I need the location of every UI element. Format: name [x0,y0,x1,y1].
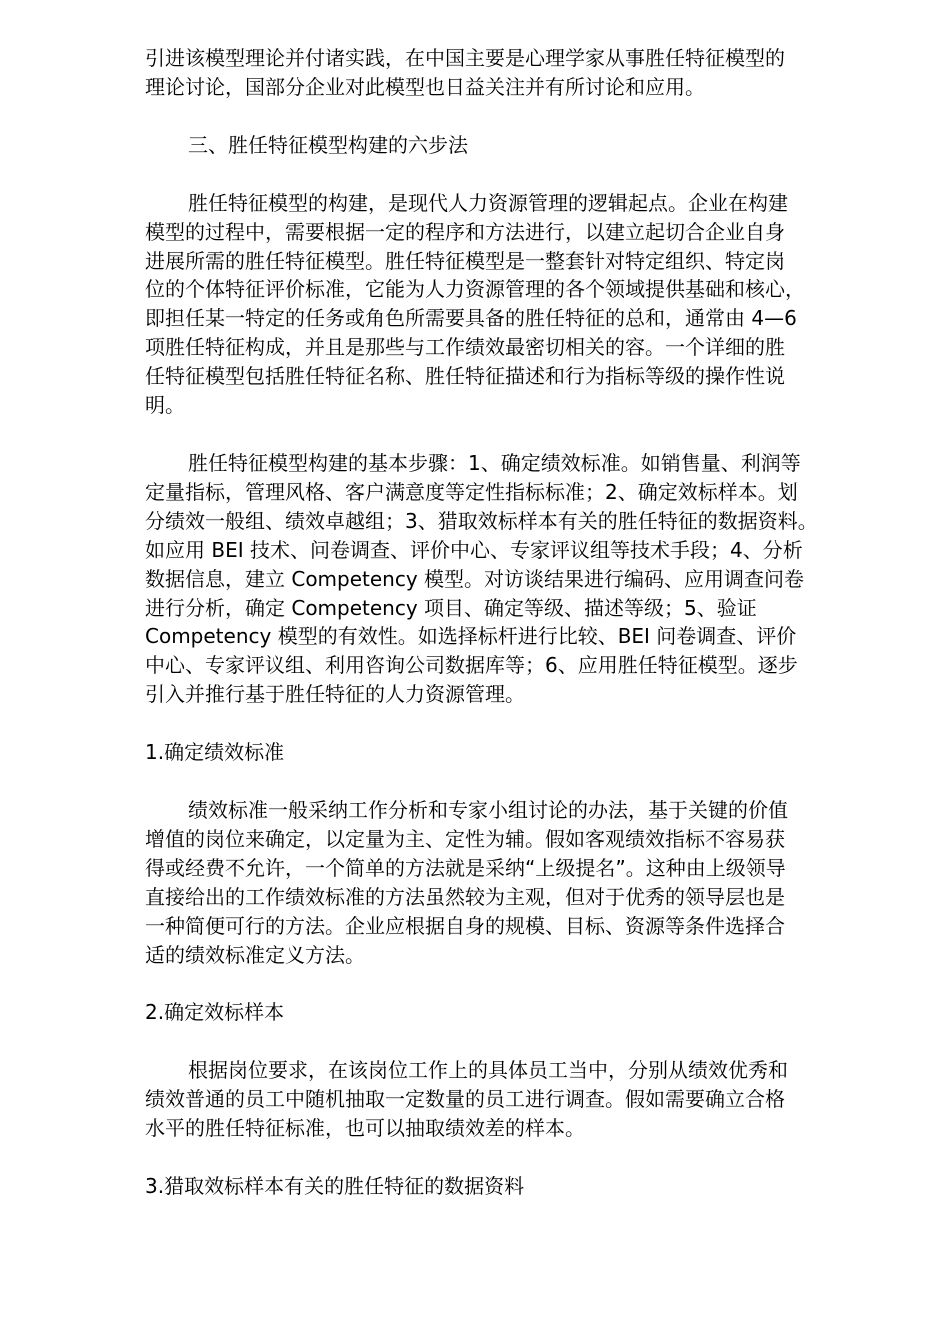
text-line: 一种简便可行的方法。企业应根据自身的规模、目标、资源等条件选择合 [145,913,785,938]
heading-text: 3.猎取效标样本有关的胜任特征的数据资料 [145,1174,525,1199]
text-line: 即担任某一特定的任务或角色所需要具备的胜任特征的总和，通常由 4—6 [145,306,797,331]
text-line: 理论讨论，国部分企业对此模型也日益关注并有所讨论和应用。 [145,74,705,99]
text-line: 引进该模型理论并付诸实践，在中国主要是心理学家从事胜任特征模型的 [145,46,785,70]
step1-heading [145,738,885,767]
heading-text: 2.确定效标样本 [145,1000,285,1025]
text-line: 明。 [145,393,185,418]
text-line: 位的个体特征评价标准，它能为人力资源管理的各个领域提供基础和核心， [145,277,805,302]
paragraph-gap [145,420,885,449]
section-heading [145,131,885,160]
text-line: 定量指标，管理风格、客户满意度等定性指标标准；2、确定效标样本。划 [145,479,798,504]
text-line: 模型的过程中，需要根据一定的程序和方法进行，以建立起切合企业自身 [145,219,785,244]
text-line: 任特征模型包括胜任特征名称、胜任特征描述和行为指标等级的操作性说 [145,364,785,389]
text-line: 增值的岗位来确定，以定量为主、定性为辅。假如客观绩效指标不容易获 [145,826,785,851]
paragraph-gap [145,969,885,998]
text-line: 绩效标准一般采纳工作分析和专家小组讨论的办法，基于关键的价值 [188,798,788,823]
text-line: 进行分析，确定 Competency 项目、确定等级、描述等级；5、验证 [145,595,757,620]
paragraph-intro-continued [145,44,885,102]
text-line: 引入并推行基于胜任特征的人力资源管理。 [145,682,525,707]
paragraph-model-definition [145,189,885,420]
text-line: 得或经费不允许，一个简单的方法就是采纳“上级提名”。这种由上级领导 [145,855,786,880]
heading-text: 1.确定绩效标准 [145,740,285,765]
text-line: 适的绩效标准定义方法。 [145,942,365,967]
paragraph-gap [145,1027,885,1056]
text-line: 胜任特征模型构建的基本步骤：1、确定绩效标准。如销售量、利润等 [188,450,801,475]
text-line: 分绩效一般组、绩效卓越组；3、猎取效标样本有关的胜任特征的数据资料。 [145,508,818,533]
paragraph-gap [145,709,885,738]
text-line: 绩效普通的员工中随机抽取一定数量的员工进行调查。假如需要确立合格 [145,1087,785,1112]
step3-heading [145,1172,885,1201]
heading-text: 三、胜任特征模型构建的六步法 [188,132,468,157]
text-line: Competency 模型的有效性。如选择标杆进行比较、BEI 问卷调查、评价 [145,624,797,649]
text-line: 项胜任特征构成，并且是那些与工作绩效最密切相关的容。一个详细的胜 [145,335,785,360]
text-line: 直接给出的工作绩效标准的方法虽然较为主观，但对于优秀的领导层也是 [145,884,785,909]
paragraph-step1-body [145,796,885,969]
text-line: 胜任特征模型的构建，是现代人力资源管理的逻辑起点。企业在构建 [188,190,788,215]
paragraph-gap [145,1143,885,1172]
text-line: 进展所需的胜任特征模型。胜任特征模型是一整套针对特定组织、特定岗 [145,248,785,273]
paragraph-gap [145,102,885,131]
document-page [145,44,885,1201]
paragraph-gap [145,767,885,796]
text-line: 中心、专家评议组、利用咨询公司数据库等；6、应用胜任特征模型。逐步 [145,653,798,678]
text-line: 如应用 BEI 技术、问卷调查、评价中心、专家评议组等技术手段；4、分析 [145,537,803,562]
paragraph-gap [145,160,885,189]
text-line: 根据岗位要求，在该岗位工作上的具体员工当中，分别从绩效优秀和 [188,1058,788,1083]
paragraph-basic-steps [145,449,885,709]
paragraph-step2-body [145,1056,885,1143]
text-line: 数据信息，建立 Competency 模型。对访谈结果进行编码、应用调查问卷 [145,566,805,591]
step2-heading [145,998,885,1027]
text-line: 水平的胜任特征标准，也可以抽取绩效差的样本。 [145,1116,585,1141]
